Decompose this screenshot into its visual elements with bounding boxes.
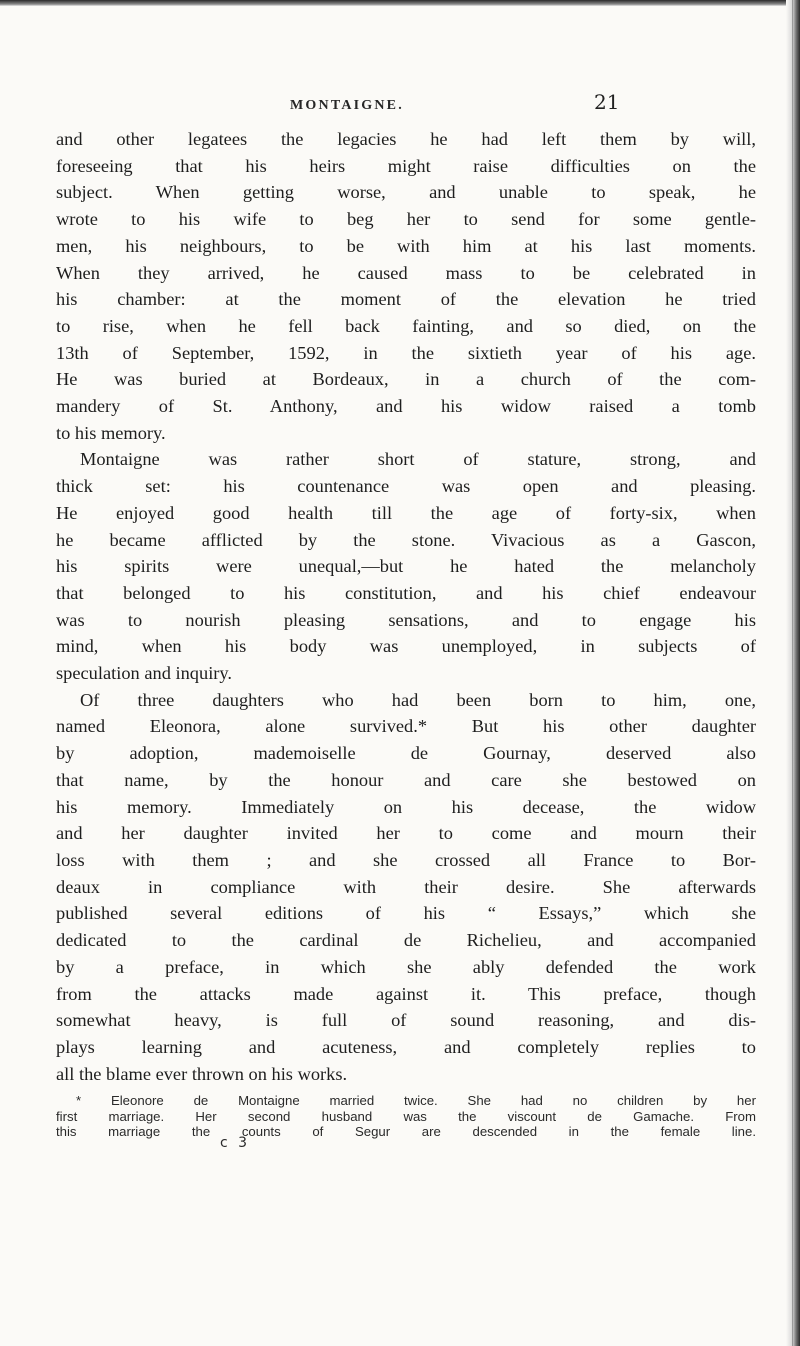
body-line: his chamber: at the moment of the elevation he tried	[56, 289, 756, 310]
footnote-line: first marriage. Her second husband was the viscount de Gamache. From	[56, 1108, 756, 1124]
body-line: published several editions of his “ Essays,” which she	[56, 903, 756, 924]
footnote-line: this marriage the counts of Segur are descended in the female line.	[56, 1124, 756, 1140]
body-line: he became afflicted by the stone. Vivacious as a Gascon,	[56, 529, 756, 550]
body-line: He was buried at Bordeaux, in a church of the com-	[56, 369, 756, 390]
page-binding-edge	[786, 0, 800, 1346]
body-line: subject. When getting worse, and unable to speak, he	[56, 182, 756, 203]
body-line: foreseeing that his heirs might raise difficulties on the	[56, 155, 756, 176]
body-line: all the blame ever thrown on his works.	[56, 1063, 348, 1084]
body-line: was to nourish pleasing sensations, and to engage his	[56, 609, 756, 630]
body-line: by a preface, in which she ably defended the work	[56, 956, 756, 977]
body-line: somewhat heavy, is full of sound reasoning, and dis-	[56, 1010, 756, 1031]
footnote-line: * Eleonore de Montaigne married twice. She had no children by her	[76, 1093, 756, 1108]
body-line: loss with them ; and she crossed all France to Bor-	[56, 849, 756, 870]
body-line: his memory. Immediately on his decease, the widow	[56, 796, 756, 817]
body-line: his spirits were unequal,—but he hated the melancholy	[56, 556, 756, 577]
body-line: mind, when his body was unemployed, in subjects of	[56, 636, 756, 657]
signature-mark: c 3	[220, 1135, 251, 1151]
body-line: plays learning and acuteness, and completely replies to	[56, 1036, 756, 1057]
body-line: mandery of St. Anthony, and his widow raised a tomb	[56, 396, 756, 417]
body-line: deaux in compliance with their desire. She afterwards	[56, 876, 756, 897]
body-line: thick set: his countenance was open and pleasing.	[56, 476, 756, 497]
body-line: that belonged to his constitution, and his chief endeavour	[56, 582, 756, 603]
body-line: and other legatees the legacies he had left them by will,	[56, 129, 756, 149]
page-number: 21	[594, 90, 620, 114]
body-line: Montaigne was rather short of stature, strong, and	[80, 449, 756, 470]
body-line: that name, by the honour and care she bestowed on	[56, 769, 756, 790]
body-line: 13th of September, 1592, in the sixtieth year of his age.	[56, 342, 756, 363]
page-top-edge	[0, 0, 800, 6]
footnote	[56, 1093, 756, 1140]
body-line: wrote to his wife to beg her to send for some gentle-	[56, 209, 756, 230]
body-line: men, his neighbours, to be with him at his last moments.	[56, 235, 756, 256]
body-line: speculation and inquiry.	[56, 663, 233, 684]
running-head: MONTAIGNE.	[290, 98, 404, 113]
body-line: and her daughter invited her to come and mourn their	[56, 823, 756, 844]
body-text	[56, 126, 756, 1087]
body-line: from the attacks made against it. This preface, though	[56, 983, 756, 1004]
body-line: named Eleonora, alone survived.* But his other daughter	[56, 716, 756, 737]
body-line: dedicated to the cardinal de Richelieu, and accompanied	[56, 930, 756, 951]
body-line: by adoption, mademoiselle de Gournay, deserved also	[56, 743, 756, 764]
body-line: He enjoyed good health till the age of forty-six, when	[56, 502, 756, 523]
body-line: to his memory.	[56, 422, 166, 443]
body-line: to rise, when he fell back fainting, and so died, on the	[56, 315, 756, 336]
body-line: Of three daughters who had been born to him, one,	[80, 689, 756, 710]
body-line: When they arrived, he caused mass to be celebrated in	[56, 262, 756, 283]
page-header	[0, 90, 800, 120]
